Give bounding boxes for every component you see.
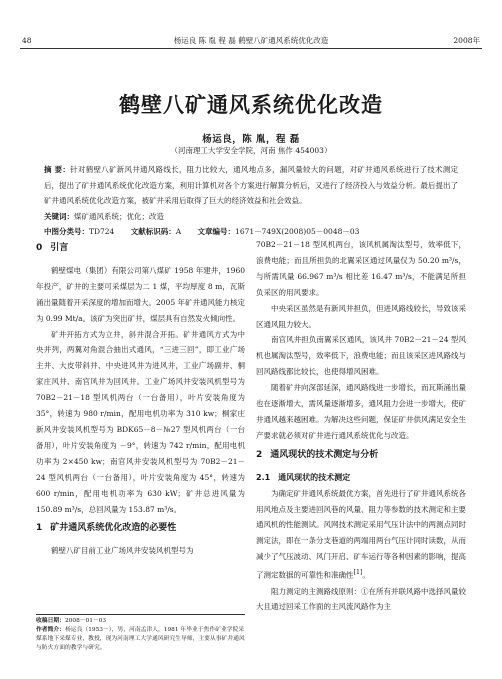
section-heading-necessity (36, 521, 245, 537)
doc-code: A (175, 227, 182, 236)
paragraph: 南官风井担负南翼采区通风，该风井 70B2－21－24 型风机也属淘汰型号，效率低下，浪费电能；而且该采区进风路线与回风路线都比较长，也使得增风困难。 (256, 335, 466, 377)
section-title: 通风现状的技术测定与分析 (270, 449, 379, 460)
section-title: 矿井通风系统优化改造的必要性 (50, 523, 177, 534)
clc-code: TD724 (89, 227, 115, 236)
paragraph: 鹤壁八矿目前工业广场风井安装风机型号为 (51, 546, 194, 556)
paragraph-end: 。 (362, 570, 370, 580)
keywords-label: 关键词： (44, 211, 74, 221)
article-no-label: 文章编号： (197, 227, 236, 236)
left-column (36, 237, 245, 559)
section-number: 0 (36, 243, 43, 253)
affiliation: （河南理工大学安全学院，河南 焦作 454003） (170, 146, 332, 155)
subsection-heading (256, 470, 466, 486)
paragraph: 70B2－21－18 型风机两台，该风机属淘汰型号，效率低下，浪费电能；而且所担负的北翼采区通过风量仅为 50.20 m³/s，与所需风量 66.967 m³/s 相比差 16.47 m³/s，不能满足所担负采区的用风要求。 (256, 240, 466, 297)
paper-title: 鹤壁八矿通风系统优化改造 (119, 93, 383, 117)
article-no: 1671－749X(2008)05－0048－03 (235, 227, 360, 236)
subsection-number: 2.1 (256, 472, 271, 482)
abstract-label: 摘 要： (44, 165, 71, 174)
section-title: 引言 (50, 243, 69, 253)
keywords-text: 煤矿通风系统；优化；改造 (74, 211, 164, 221)
authors: 杨运良，陈 胤，程 磊 (202, 134, 300, 145)
received-date (36, 617, 245, 626)
section-number: 2 (256, 449, 263, 460)
author-bio (36, 626, 245, 653)
doc-code-label: 文献标识码： (130, 227, 176, 236)
paragraph: 矿井开拓方式为立井，斜井混合开拓。矿井通风方式为中央并列，两翼对角混合抽出式通风，“三进三回”，即工业广场主井、大皮带斜井、中央进风井为进风井，工业广场副井、桐家庄风井、南官风井为回风井。工业广场风井安装风机型号为 70B2－21－18 型风机两台（一台备用），叶片安装角度为 35°，转速为 980 r/min，配用电机功率为 310 kw；桐家庄新风井安装风机型号为 BDK65－8－№27 型风机两台（一台备用），叶片安装角度为 －9°，转速为 742 r/min，配用电机功率为 2×450 kw；南官风井安装风机型号为 70B2－21－24 型风机两台（一台备用），叶片安装角度为 45°，转速为 600 r/min，配用电机功率为 630 kW；矿井总进风量为 150.89 m³/s，总回风量为 153.87 m³/s。 (36, 329, 245, 514)
running-title: 杨运良 陈 胤 程 磊 鹤壁八矿通风系统优化改造 (173, 36, 329, 45)
paragraph-text: 为确定矿井通风系统最优方案，首先进行了矿井通风系统各用风地点及主要进回风巷的风量、阻力等参数的技术测定和主要通风机的性能测试。风网技术测定采用气压计法中的两测点同时测定法，即在一条分支巷道的两端用两台气压计同时读数，从而减少了气压波动、风门开启、矿车运行等各种因素的影响，提高了测定数据的可靠性和准确性 (256, 488, 466, 580)
author-bio-text: 杨运良（1953－），男，河南孟津人，1981 年毕业于焦作矿业学院采煤系地下采煤专业，教授，现为河南理工大学通风研究生导师，主要从事矿井通风与防火方面的教学与研究。 (36, 627, 245, 651)
section-heading-intro (36, 241, 245, 257)
received-label: 收稿日期： (36, 618, 65, 624)
received-value: 2008－01－03 (65, 618, 107, 624)
keywords (44, 209, 458, 225)
clc-label: 中图分类号： (44, 227, 89, 236)
paragraph: 阻力测定的主测路线原则：①在所有并联风路中选择风量较大且通过回采工作面的主风流风路作为主 (256, 586, 466, 612)
abstract-text: 针对鹤壁八矿新风井通风路线长，阻力比较大，通风地点多，漏风量较大的问题，对矿井通风系统进行了技术测定后，提出了矿井通风系统优化改造方案，利用计算机对各个方案进行解算分析后，又进行了经济投入与效益分析。最后提出了矿井通风系统优化改造方案，被矿井采用后取得了巨大的经济效益和社会效益。 (44, 165, 458, 205)
abstract-block (44, 162, 458, 240)
footnote (36, 614, 245, 653)
abstract (44, 162, 458, 209)
paragraph: 鹤壁煤电（集团）有限公司第八煤矿 1958 年建井，1960 年投产，矿井的主要可采煤层为二 1 煤，平均厚度 8 m，瓦斯涌出量随着开采深度的增加而增大。2005 年矿井通风能力核定为 0.99 Mt/a。该矿为突出矿井，煤层具有自然发火倾向性。 (36, 265, 245, 323)
running-header (20, 34, 482, 49)
paragraph: 中央采区虽然是有新风井担负，但进风路线较长，导致该采区通风阻力较大。 (256, 303, 466, 329)
paragraph: 随着矿井向深部延深，通风路线进一步增长，而瓦斯涌出量也在逐渐增大，需风量逐渐增多，通风阻力会进一步增大，使矿井通风越来越困难。为解决这些问题，保证矿井供风满足安全生产要求就必须对矿井进行通风系统优化与改造。 (256, 383, 466, 440)
page-number: 48 (22, 36, 32, 45)
section-number: 1 (36, 523, 43, 534)
journal-year: 2008年 (453, 36, 480, 45)
paragraph (256, 486, 466, 584)
subsection-title: 通风现状的技术测定 (278, 472, 351, 482)
right-column (256, 237, 466, 615)
citation-ref[interactable]: [1] (353, 569, 363, 577)
section-heading-measurement (256, 448, 466, 464)
author-bio-label: 作者简介： (36, 627, 65, 633)
